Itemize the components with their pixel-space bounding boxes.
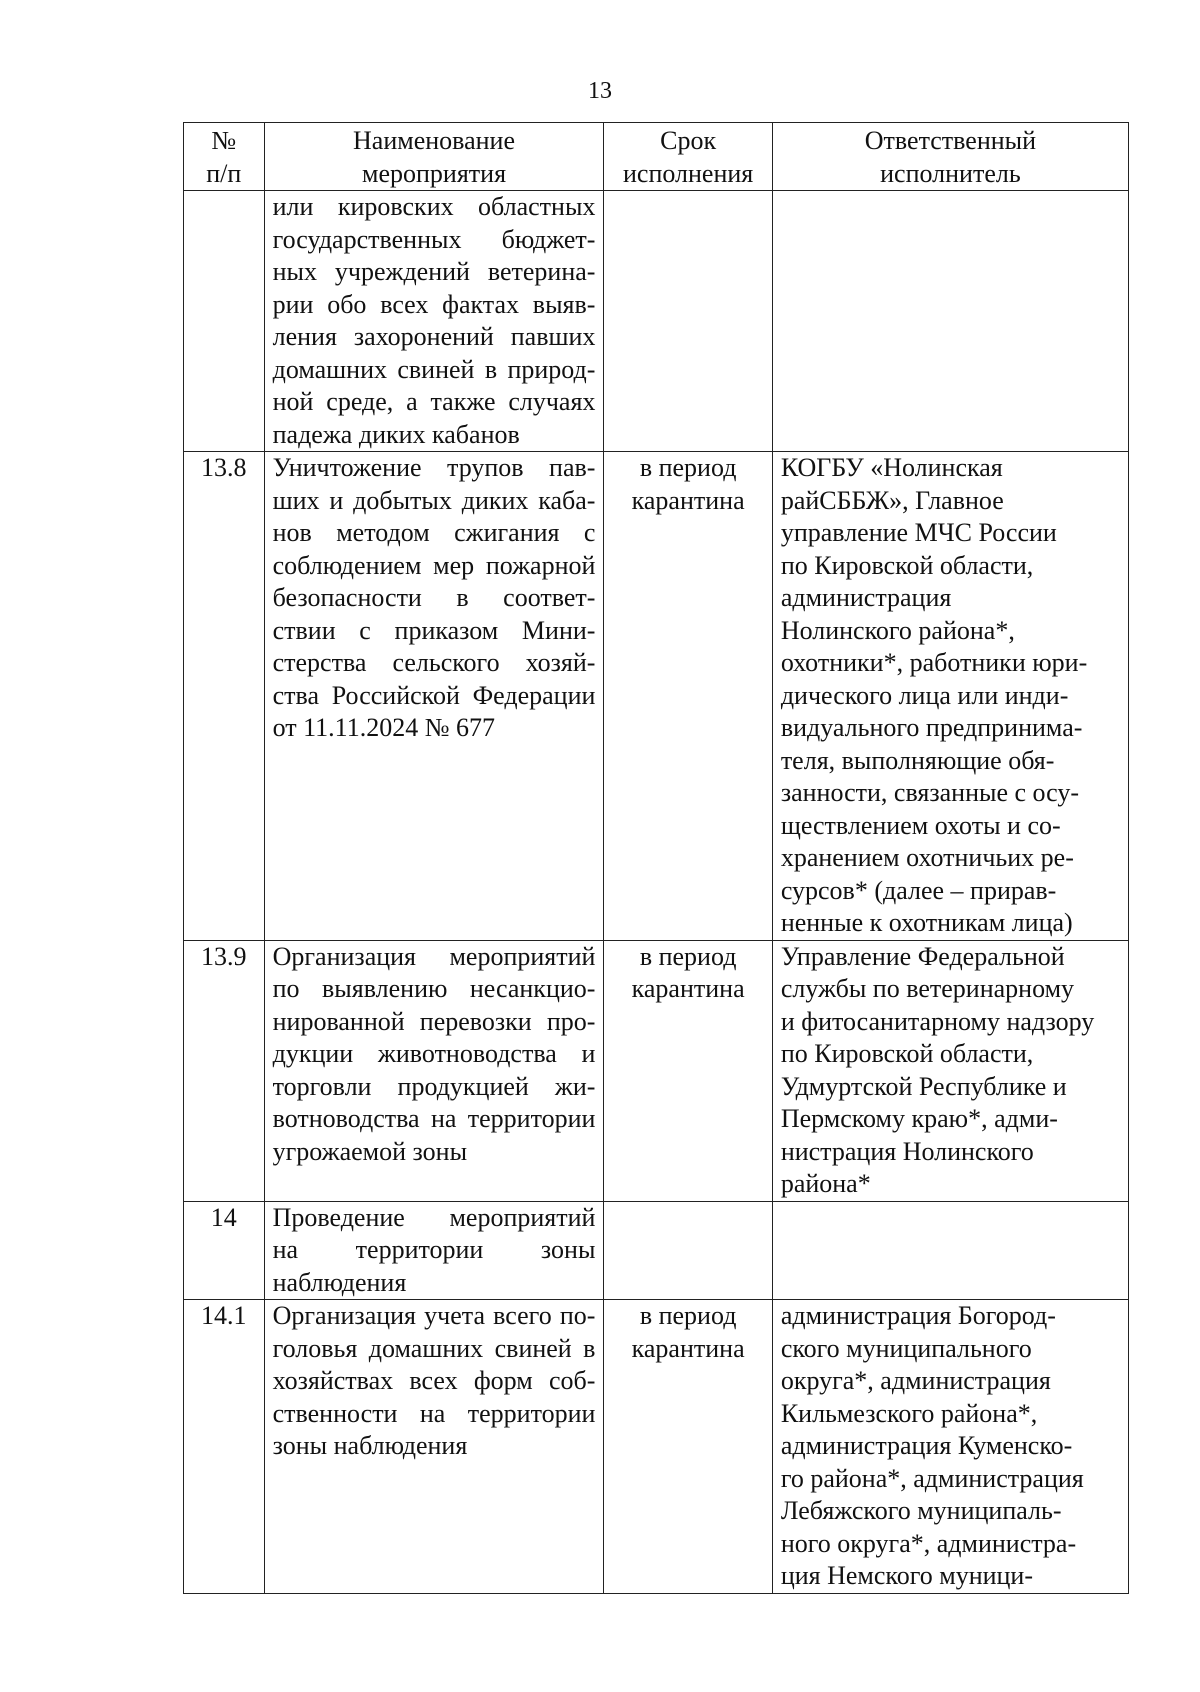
measure-name-line: ствии с приказом Мини- (272, 615, 596, 645)
responsible-executor-line: администрация Куменско- (780, 1431, 1073, 1460)
measure-name-line: по выявлению несанкцио- (272, 974, 596, 1003)
table-row (184, 1300, 1129, 1594)
measure-name-line: дукции животноводства и (272, 1039, 596, 1068)
measure-name-line: наблюдения (272, 1267, 407, 1297)
measure-name (264, 1201, 604, 1300)
measure-name-line: зоны наблюдения (272, 1431, 468, 1460)
measure-name (264, 191, 604, 452)
measure-name-line: ших и добытых диких каба- (272, 485, 596, 515)
responsible-executor (772, 1201, 1128, 1300)
table-row (184, 191, 1129, 452)
execution-term (604, 191, 772, 452)
responsible-executor-line: ществлением охоты и со- (780, 810, 1061, 840)
page-number: 13 (588, 78, 612, 104)
responsible-executor-line: видуального предпринима- (780, 713, 1083, 742)
measure-name-line: домашних свиней в природ- (272, 354, 596, 384)
execution-term (604, 1201, 772, 1300)
measure-name-line: рии обо всех фактах выяв- (272, 289, 596, 319)
table-row (184, 1201, 1129, 1300)
table-body (184, 191, 1129, 1594)
responsible-executor (772, 452, 1128, 941)
responsible-executor-line: ция Немского муници- (780, 1561, 1034, 1590)
responsible-executor (772, 191, 1128, 452)
header-responsible: Ответственный исполнитель (772, 123, 1128, 191)
measure-name-line: на территории зоны (272, 1235, 596, 1264)
responsible-executor-line: и фитосанитарному надзору (780, 1006, 1095, 1036)
execution-term-line: карантина (631, 485, 745, 515)
measure-name-line: вотноводства на территории (272, 1104, 596, 1133)
row-number: 13.9 (184, 940, 265, 1201)
responsible-executor-line: ного округа*, администра- (780, 1528, 1077, 1558)
measure-name-line: соблюдением мер пожарной (272, 550, 596, 580)
responsible-executor-line: Пермскому краю*, адми- (780, 1104, 1058, 1133)
responsible-executor-line: нистрация Нолинского (780, 1136, 1034, 1166)
measure-name (264, 1300, 604, 1594)
header-name: Наименование мероприятия (264, 123, 604, 191)
measure-name-line: ления захоронений павших (272, 322, 596, 351)
responsible-executor-line: ского муниципального (780, 1333, 1032, 1363)
responsible-executor-line: службы по ветеринарному (780, 974, 1075, 1003)
execution-term-line: карантина (631, 1333, 745, 1363)
measure-name-line: Организация мероприятий (272, 941, 596, 971)
measure-name-line: ства Российской Федерации (272, 680, 596, 710)
measure-name-line: государственных бюджет- (272, 224, 596, 254)
row-number: 14 (184, 1201, 265, 1300)
responsible-executor (772, 1300, 1128, 1594)
responsible-executor-line: го района*, администрация (780, 1463, 1084, 1493)
responsible-executor-line: по Кировской области, (780, 1039, 1034, 1068)
measure-name (264, 940, 604, 1201)
responsible-executor-line: администрация (780, 583, 952, 612)
responsible-executor-line: Лебяжского муниципаль- (780, 1496, 1062, 1525)
measure-name-line: ной среде, а также случаях (272, 387, 596, 416)
measure-name-line: Уничтожение трупов пав- (272, 453, 596, 482)
measure-name-line: угрожаемой зоны (272, 1136, 468, 1166)
responsible-executor-line: хранением охотничьих ре- (780, 843, 1074, 872)
responsible-executor-line: охотники*, работники юри- (780, 648, 1088, 677)
responsible-executor-line: округа*, администрация (780, 1366, 1051, 1395)
responsible-executor (772, 940, 1128, 1201)
table-row (184, 940, 1129, 1201)
row-number (184, 191, 265, 452)
measure-name-line: стерства сельского хозяй- (272, 648, 596, 677)
header-no: № п/п (184, 123, 265, 191)
measure-name-line: падежа диких кабанов (272, 419, 520, 449)
measure-name-line: или кировских областных (272, 192, 596, 221)
responsible-executor-line: КОГБУ «Нолинская (780, 453, 1003, 482)
measure-name-line: нов методом сжигания с (272, 518, 596, 547)
measure-name-line: торговли продукцией жи- (272, 1071, 596, 1101)
row-number: 14.1 (184, 1300, 265, 1594)
execution-term (604, 1300, 772, 1594)
measure-name (264, 452, 604, 941)
execution-term-line: в период (639, 453, 737, 482)
responsible-executor-line: управление МЧС России (780, 518, 1057, 547)
table-row (184, 452, 1129, 941)
measure-name-line: нированной перевозки про- (272, 1006, 596, 1036)
measure-name-line: от 11.11.2024 № 677 (272, 713, 496, 742)
measure-name-line: безопасности в соответ- (272, 583, 596, 612)
execution-term (604, 940, 772, 1201)
responsible-executor-line: Удмуртской Республике и (780, 1071, 1067, 1101)
responsible-executor-line: занности, связанные с осу- (780, 778, 1080, 807)
responsible-executor-line: Кильмезского района*, (780, 1398, 1038, 1428)
responsible-executor-line: района* (780, 1169, 871, 1198)
responsible-executor-line: по Кировской области, (780, 550, 1034, 580)
execution-term-line: в период (639, 941, 737, 971)
responsible-executor-line: теля, выполняющие обя- (780, 745, 1055, 775)
measure-name-line: ных учреждений ветерина- (272, 257, 596, 286)
responsible-executor-line: Нолинского района*, (780, 615, 1015, 645)
measure-name-line: головья домашних свиней в (272, 1333, 596, 1363)
measure-name-line: хозяйствах всех форм соб- (272, 1366, 596, 1395)
table-header-row (184, 123, 1129, 191)
header-term: Срок исполнения (604, 123, 772, 191)
responsible-executor-line: сурсов* (далее – прирав- (780, 875, 1057, 905)
responsible-executor-line: райСББЖ», Главное (780, 485, 1004, 515)
execution-term-line: в период (639, 1301, 737, 1330)
responsible-executor-line: дического лица или инди- (780, 680, 1069, 710)
responsible-executor-line: Управление Федеральной (780, 941, 1065, 971)
measures-table (183, 122, 1129, 1594)
measure-name-line: Проведение мероприятий (272, 1202, 596, 1232)
row-number: 13.8 (184, 452, 265, 941)
measure-name-line: ственности на территории (272, 1398, 596, 1428)
measure-name-line: Организация учета всего по- (272, 1301, 596, 1330)
execution-term-line: карантина (631, 974, 745, 1003)
responsible-executor-line: ненные к охотникам лица) (780, 908, 1073, 937)
responsible-executor-line: администрация Богород- (780, 1301, 1056, 1330)
execution-term (604, 452, 772, 941)
